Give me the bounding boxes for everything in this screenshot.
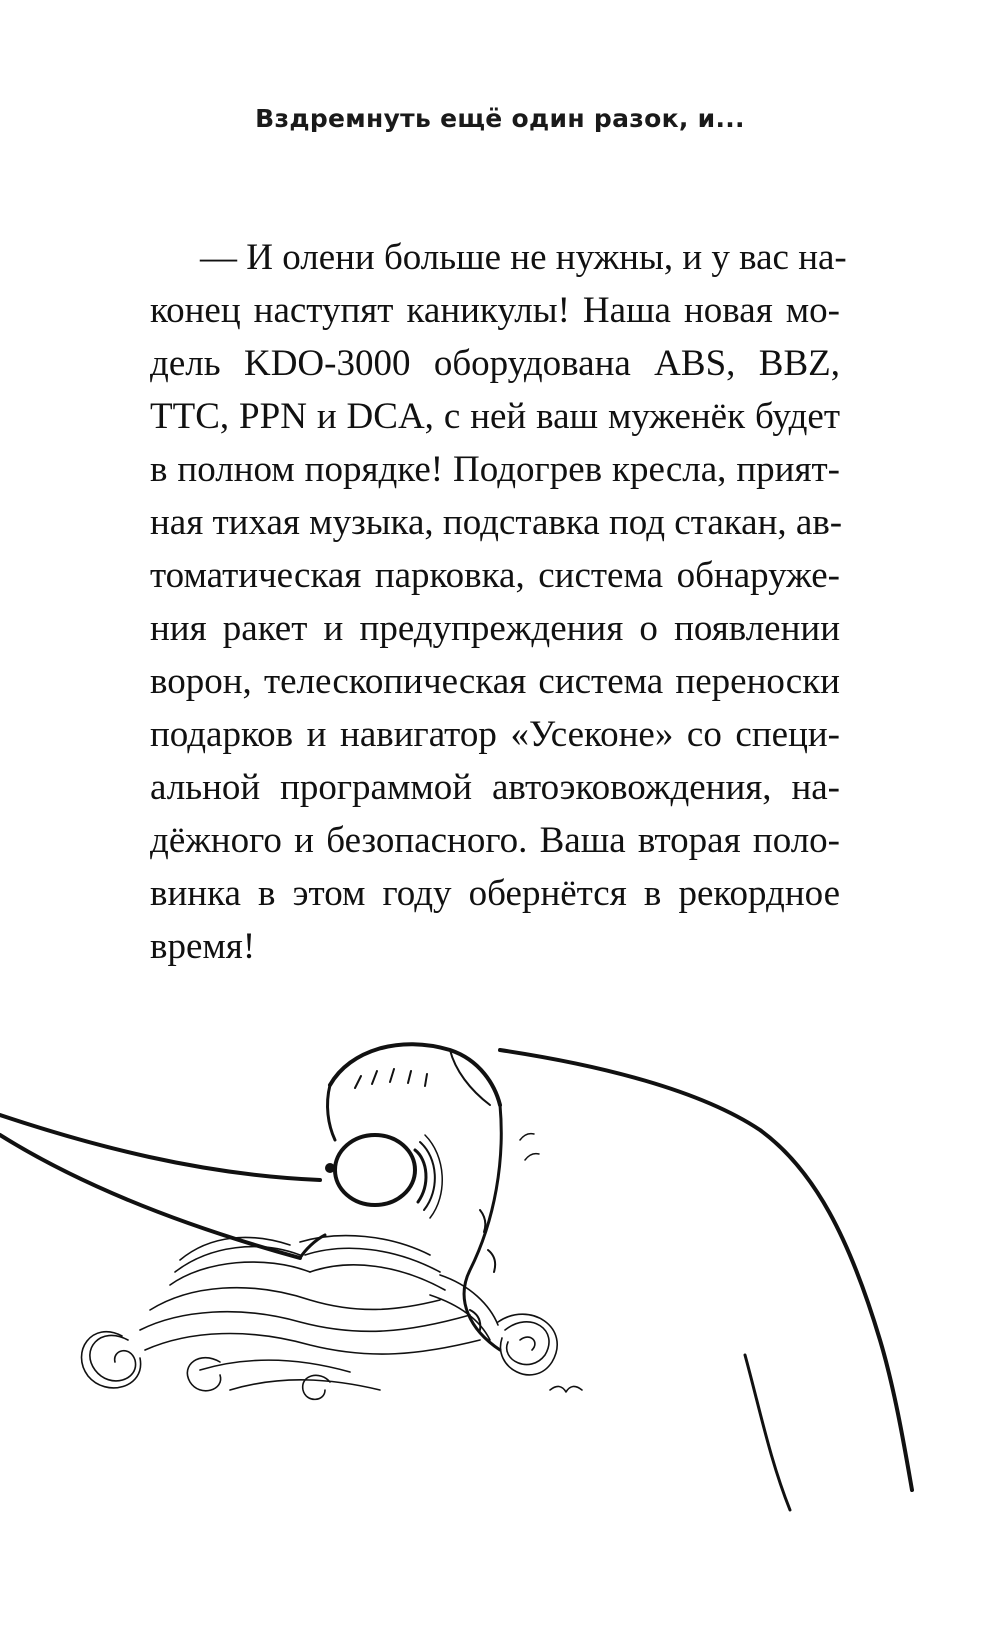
text-line: альной программой автоэковождения, на-	[150, 767, 840, 808]
text-line: винка в этом году обернётся в рекордное	[150, 873, 840, 914]
text-line: время!	[150, 926, 256, 967]
text-line: — И олени больше не нужны, и у вас на-	[200, 237, 847, 278]
eye-drawing	[325, 1135, 442, 1218]
text-line: ная тихая музыка, подставка под стакан, ав-	[150, 502, 843, 543]
text-line: TTC, PPN и DCA, с ней ваш муженёк будет	[150, 396, 840, 437]
text-line: в полном порядке! Подогрев кресла, прият-	[150, 449, 840, 490]
text-line: дёжного и безопасного. Ваша вторая поло-	[150, 820, 840, 861]
text-line: подарков и навигатор «Усеконе» со специ-	[150, 714, 840, 755]
text-line: конец наступят каникулы! Наша новая мо-	[150, 290, 840, 331]
text-line: томатическая парковка, система обнаруже-	[150, 555, 840, 596]
beard-drawing	[82, 1236, 583, 1400]
character-illustration	[0, 1010, 1000, 1649]
running-head: Вздремнуть ещё один разок, и...	[255, 104, 745, 133]
nose-drawing	[0, 1115, 325, 1258]
text-line: ворон, телескопическая система переноски	[150, 661, 840, 702]
text-line: дель KDO-3000 оборудована ABS, BBZ,	[150, 343, 840, 384]
text-line: ния ракет и предупреждения о появлении	[150, 608, 840, 649]
body-paragraph	[150, 231, 847, 973]
